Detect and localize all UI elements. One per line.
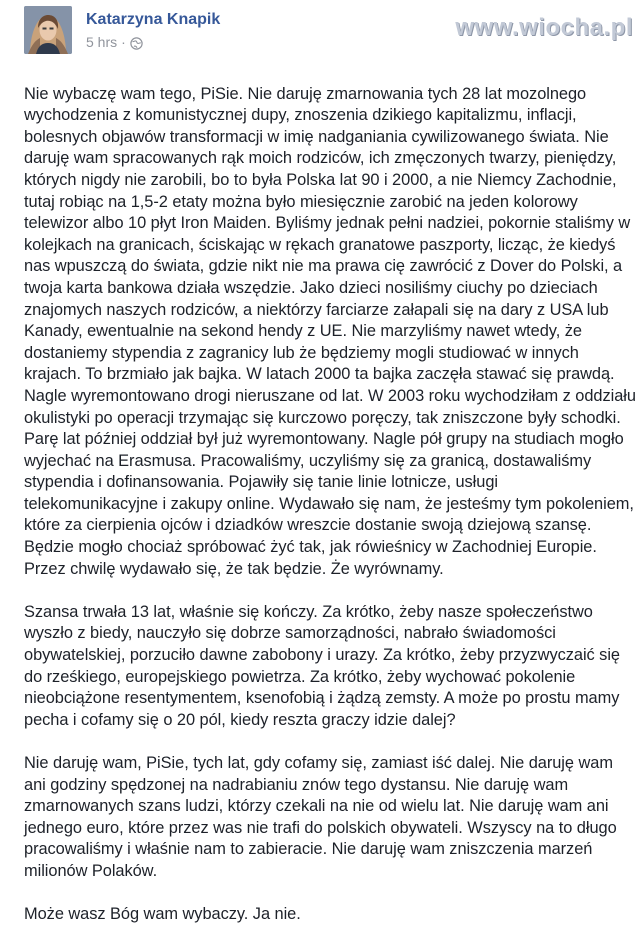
watermark: www.wiocha.pl [455,14,633,41]
avatar-image [24,6,72,54]
timestamp-row [86,33,220,51]
post-header [24,6,220,56]
post-meta [86,10,220,51]
globe-icon[interactable] [130,36,143,49]
post-paragraph-1: Nie wybaczę wam tego, PiSie. Nie daruję zmarnowania tych 28 lat mozolnego wychodzenia z komunistycznej dupy, znoszenia dzikiego kapitalizmu, inflacji, bolesnych objawów transformacji w imię nadganiania cywilizowanego świata. Nie daruję wam spracowanych rąk moich rodziców, ich zmęczonych twarzy, pieniędzy, których nigdy nie zarobili, bo to była Polska lat 90 i 2000, a nie Niemcy Zachodnie, tutaj robiąc na 1,5-2 etaty można było miesięcznie zarobić na jeden kolorowy telewizor albo 10 płyt Iron Maiden. Byliśmy jednak pełni nadziei, pokornie staliśmy w kolejkach na granicach, ściskając w rękach granatowe paszporty, licząc, że kiedyś nas wpuszczą do świata, gdzie nikt nie ma prawa cię zawrócić z Dover do Polski, a twoja karta bankowa działa wszędzie. Jako dzieci nosiliśmy ciuchy po dzieciach znajomych naszych rodziców, a niektórzy farciarze załapali się na dary z USA lub Kanady, ewentualnie na sekond hendy z UE. Nie marzyliśmy nawet wtedy, że dostaniemy stypendia z zagranicy lub że będziemy mogli studiować w innych krajach. To brzmiało jak bajka. W latach 2000 ta bajka zaczęła stawać się prawdą. Nagle wyremontowano drogi nieruszane od lat. W 2003 roku wychodziłam z oddziału okulistyki po operacji trzymając się kurczowo poręczy, tak zniszczone były schodki. Parę lat później oddział był już wyremontowany. Nagle pół grupy na studiach mogło wyjechać na Erasmusa. Pracowaliśmy, uczyliśmy się za granicą, dostawaliśmy stypendia i dofinansowania. Pojawiły się tanie linie lotnicze, usługi telekomunikacyjne i zakupy online. Wydawało się nam, że jesteśmy tym pokoleniem, które za cierpienia ojców i dziadków wreszcie dostanie swoją dziejową szansę. Będzie mogło chociaż spróbować żyć tak, jak rówieśnicy w Zachodniej Europie. Przez chwilę wydawało się, że tak będzie. Że wyrównamy. [24,84,636,578]
avatar[interactable] [24,6,72,54]
author-name[interactable]: Katarzyna Knapik [86,11,221,28]
post-timestamp[interactable]: 5 hrs [86,34,118,50]
post-text [24,62,636,947]
post-paragraph-2: Szansa trwała 13 lat, właśnie się kończy. Za krótko, żeby nasze społeczeństwo wyszło z biedy, nauczyło się dobrze samorządności, nabrało świadomości obywatelskiej, porzuciło dawne zabobony i urazy. Za krótko, żeby przyzwyczaić się do rześkiego, europejskiego powietrza. Za krótko, żeby wychować pokolenie nieobciążone resentymentem, ksenofobią i żądzą zemsty. A może po prostu mamy pecha i cofamy się o 20 pól, kiedy reszta graczy idzie dalej? [24,602,620,729]
meta-separator: · [121,34,126,50]
post-paragraph-4: Może wasz Bóg wam wybaczy. Ja nie. [24,905,301,924]
post-paragraph-3: Nie daruję wam, PiSie, tych lat, gdy cofamy się, zamiast iść dalej. Nie daruję wam ani godziny spędzonej na nadrabianiu znów tego dystansu. Nie daruję wam zmarnowanych szans ludzi, którzy czekali na nie od wielu lat. Nie daruję wam ani jednego euro, które przez was nie trafi do polskich obywateli. Wszyscy na to długo pracowaliśmy i właśnie nam to zabieracie. Nie daruję wam zniszczenia marzeń milionów Polaków. [24,754,617,880]
